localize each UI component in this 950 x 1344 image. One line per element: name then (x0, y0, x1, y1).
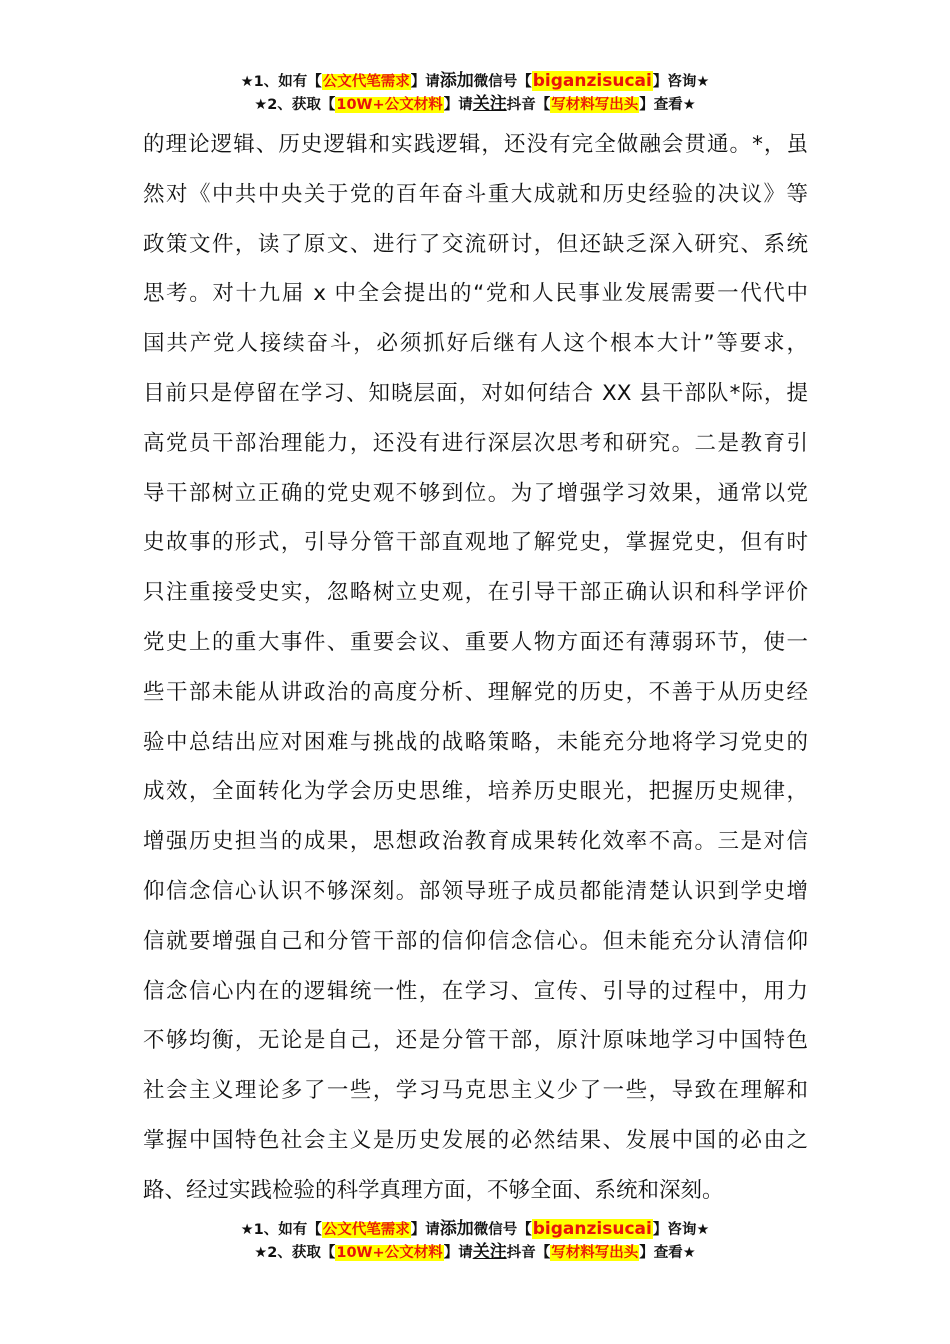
body-line: 信念信心内在的逻辑统一性，在学习、宣传、引导的过程中，用力 (143, 978, 808, 1004)
body-line: 成效，全面转化为学会历史思维，培养历史眼光，把握历史规律， (143, 779, 808, 805)
body-line: 社会主义理论多了一些，学习马克思主义少了一些，导致在理解和 (143, 1078, 808, 1104)
promo-emphasis: 关注 (472, 1242, 507, 1262)
body-line: 国共产党人接续奋斗，必须抓好后继有人这个根本大计”等要求， (143, 331, 808, 357)
promo-text: 】查看★ (639, 1245, 696, 1261)
promo-line-2 (0, 93, 950, 116)
body-line: 增强历史担当的成果，思想政治教育成果转化效率不高。三是对信 (143, 829, 808, 855)
promo-douyin-id: 写材料写出头 (551, 97, 639, 113)
promo-text: 】请 (443, 97, 473, 113)
body-line: 党史上的重大事件、重要会议、重要人物方面还有薄弱环节，使一 (143, 629, 808, 655)
body-line: 验中总结出应对困难与挑战的战略策略，未能充分地将学习党史的 (143, 729, 808, 755)
promo-line-1 (0, 70, 950, 93)
body-line: 政策文件，读了原文、进行了交流研讨，但还缺乏深入研究、系统 (143, 231, 808, 257)
body-line: 信就要增强自己和分管干部的信仰信念信心。但未能充分认清信仰 (143, 928, 808, 954)
promo-text: ★1、如有【 (240, 74, 322, 90)
body-line: 些干部未能从讲政治的高度分析、理解党的历史，不善于从历史经 (143, 679, 808, 705)
body-line: 不够均衡，无论是自己，还是分管干部，原汁原味地学习中国特色 (143, 1028, 808, 1054)
promo-wechat-id: biganzisucai (532, 1219, 652, 1239)
bottom-promo-banner (0, 1218, 950, 1264)
promo-douyin-id: 写材料写出头 (551, 1245, 639, 1261)
body-line: 史故事的形式，引导分管干部直观地了解党史，掌握党史，但有时 (143, 530, 808, 556)
body-line: 高党员干部治理能力，还没有进行深层次思考和研究。二是教育引 (143, 430, 808, 456)
promo-text: 微信号【 (473, 74, 532, 90)
promo-text: ★2、获取【 (254, 1245, 336, 1261)
promo-highlight: 公文代笔需求 (322, 74, 410, 90)
promo-wechat-id: biganzisucai (532, 71, 652, 91)
promo-highlight: 公文代笔需求 (322, 1222, 410, 1238)
promo-text: 抖音【 (506, 97, 551, 113)
body-line: 思考。对十九届 x 中全会提出的“党和人民事业发展需要一代代中 (143, 281, 808, 307)
promo-emphasis: 添加 (439, 71, 474, 91)
body-line: 导干部树立正确的党史观不够到位。为了增强学习效果，通常以党 (143, 480, 808, 506)
body-line: 的理论逻辑、历史逻辑和实践逻辑，还没有完全做融会贯通。*，虽 (143, 132, 808, 157)
promo-line-1 (0, 1218, 950, 1241)
promo-text: ★2、获取【 (254, 97, 336, 113)
body-line: 仰信念信心认识不够深刻。部领导班子成员都能清楚认识到学史增 (143, 878, 808, 904)
promo-text: ★1、如有【 (240, 1222, 322, 1238)
promo-text: 】请 (410, 1222, 440, 1238)
promo-text: 】查看★ (639, 97, 696, 113)
body-line: 目前只是停留在学习、知晓层面，对如何结合 XX 县干部队*际，提 (143, 380, 808, 406)
document-body (143, 120, 808, 1216)
promo-emphasis: 关注 (472, 94, 507, 114)
promo-text: 微信号【 (473, 1222, 532, 1238)
body-line: 掌握中国特色社会主义是历史发展的必然结果、发展中国的必由之 (143, 1127, 808, 1153)
promo-emphasis: 添加 (439, 1219, 474, 1239)
promo-text: 】请 (410, 74, 440, 90)
body-line-last: 路、经过实践检验的科学真理方面，不够全面、系统和深刻。 (143, 1177, 724, 1203)
body-line: 只注重接受史实，忽略树立史观，在引导干部正确认识和科学评价 (143, 580, 808, 606)
promo-highlight: 10W+公文材料 (336, 97, 443, 113)
top-promo-banner (0, 70, 950, 116)
promo-text: 】请 (443, 1245, 473, 1261)
promo-line-2 (0, 1241, 950, 1264)
promo-highlight: 10W+公文材料 (336, 1245, 443, 1261)
promo-text: 抖音【 (506, 1245, 551, 1261)
body-line: 然对《中共中央关于党的百年奋斗重大成就和历史经验的决议》等 (143, 181, 808, 207)
promo-text: 】咨询★ (652, 1222, 710, 1238)
promo-text: 】咨询★ (652, 74, 710, 90)
